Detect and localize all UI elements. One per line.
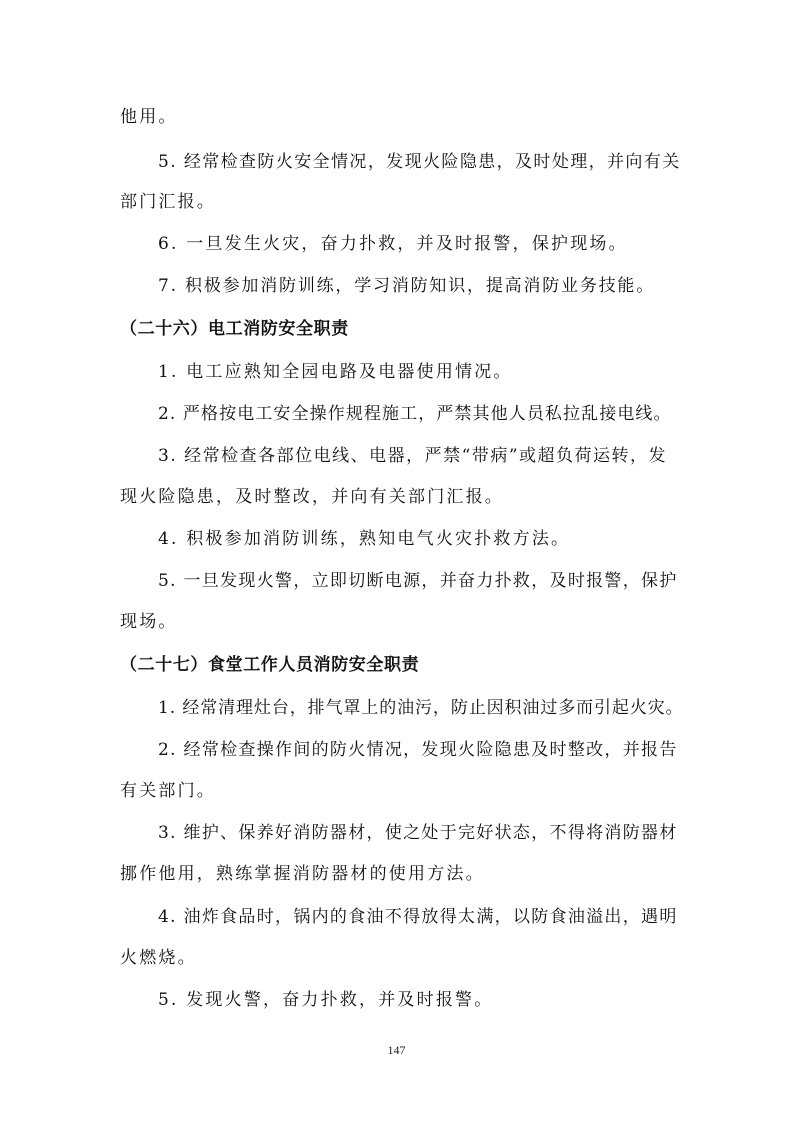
canteen-item-2-line-2: 有关部门。 [120, 781, 216, 801]
electrician-item-2: 2. 严格按电工安全操作规程施工，严禁其他人员私拉乱接电线。 [158, 404, 672, 424]
canteen-item-2-line-1: 2. 经常检查操作间的防火情况，发现火险隐患及时整改，并报告 [158, 740, 678, 760]
canteen-item-1: 1. 经常清理灶台，排气罩上的油污，防止因积油过多而引起火灾。 [158, 698, 684, 718]
electrician-item-3-line-2: 现火险隐患，及时整改，并向有关部门汇报。 [120, 487, 504, 507]
paragraph-5-line-2: 部门汇报。 [120, 192, 216, 212]
paragraph-6: 6. 一旦发生火灾，奋力扑救，并及时报警，保护现场。 [158, 234, 628, 254]
electrician-item-1: 1. 电工应熟知全园电路及电器使用情况。 [158, 362, 513, 382]
paragraph-5-line-1: 5. 经常检查防火安全情况，发现火险隐患，及时处理，并向有关 [158, 152, 681, 172]
canteen-item-5: 5. 发现火警，奋力扑救，并及时报警。 [158, 990, 494, 1010]
text-line: 他用。 [120, 107, 178, 127]
electrician-item-4: 4. 积极参加消防训练，熟知电气火灾扑救方法。 [158, 529, 571, 549]
canteen-item-3-line-1: 3. 维护、保养好消防器材，使之处于完好状态，不得将消防器材 [158, 823, 678, 843]
canteen-item-3-line-2: 挪作他用，熟练掌握消防器材的使用方法。 [120, 864, 485, 884]
section-heading-27: （二十七）食堂工作人员消防安全职责 [120, 655, 420, 675]
section-heading-26: （二十六）电工消防安全职责 [120, 319, 349, 339]
paragraph-7: 7. 积极参加消防训练，学习消防知识，提高消防业务技能。 [158, 276, 656, 296]
canteen-item-4-line-1: 4. 油炸食品时，锅内的食油不得放得太满，以防食油溢出，遇明 [158, 907, 678, 927]
page-number: 147 [387, 1043, 406, 1057]
canteen-item-4-line-2: 火燃烧。 [120, 948, 197, 968]
electrician-item-5-line-2: 现场。 [120, 612, 178, 632]
electrician-item-3-line-1: 3. 经常检查各部位电线、电器，严禁“带病”或超负荷运转，发 [158, 446, 668, 466]
electrician-item-5-line-1: 5. 一旦发现火警，立即切断电源，并奋力扑救，及时报警，保护 [158, 571, 678, 591]
